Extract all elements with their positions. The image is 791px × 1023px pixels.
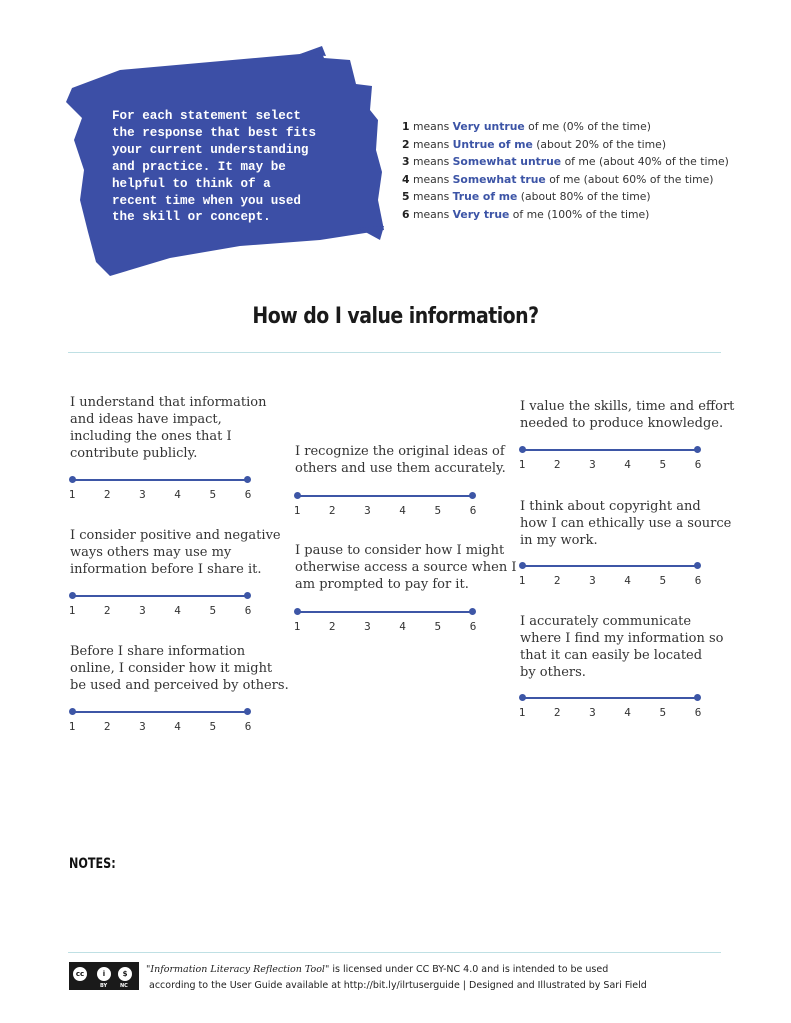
intro-line: and practice. It may be [112,159,286,174]
scale-number[interactable]: 6 [469,504,477,517]
rating-slider[interactable] [69,706,251,732]
scale-number[interactable]: 3 [364,620,371,633]
statement-line: am prompted to pay for it. [295,577,469,592]
statement-line: that it can easily be located [520,648,703,663]
title-divider [68,352,721,353]
scale-key-label: Untrue of me [452,137,533,151]
scale-number[interactable]: 3 [364,504,371,517]
scale-key-number: 2 [402,137,410,151]
scale-number[interactable]: 2 [103,720,111,733]
scale-number[interactable]: 3 [589,706,596,719]
scale-number[interactable]: 2 [328,504,336,517]
license-line-1 [146,962,647,978]
slider-endpoint[interactable] [69,708,76,715]
slider-endpoint[interactable] [694,446,701,453]
scale-number[interactable]: 2 [553,574,561,587]
statement-text [70,643,289,694]
statement-line: I value the skills, time and effort [520,399,735,414]
scale-number[interactable]: 5 [434,504,442,517]
scale-number[interactable]: 5 [209,488,217,501]
badge-label-nc: NC [120,983,128,989]
rating-slider[interactable] [294,606,476,632]
slider-endpoint[interactable] [244,476,251,483]
scale-number[interactable]: 3 [589,574,596,587]
scale-number[interactable]: 1 [518,574,526,587]
statement-line: in my work. [520,533,598,548]
scale-number[interactable]: 2 [553,706,561,719]
slider-track[interactable] [522,565,698,567]
statement-line: Before I share information [70,644,246,659]
scale-number[interactable]: 4 [399,620,406,633]
scale-number[interactable]: 2 [103,488,111,501]
scale-key-row [402,171,729,189]
scale-key-row [402,118,729,136]
intro-line: helpful to think of a [112,176,271,191]
statement-line: I think about copyright and [520,499,701,514]
scale-key-detail: of me (about 60% of the time) [545,172,714,186]
statement-line: and ideas have impact, [70,412,222,427]
scale-number[interactable]: 1 [68,720,76,733]
scale-key-label: True of me [452,190,518,203]
statement-text [520,613,723,681]
scale-key-number: 1 [402,120,410,133]
by-person-icon: i [96,966,112,982]
scale-number[interactable]: 1 [68,604,76,617]
slider-track[interactable] [72,711,248,713]
statement-line: where I find my information so [520,631,724,646]
scale-number[interactable]: 3 [139,720,146,733]
scale-number[interactable]: 4 [624,706,631,719]
statement-line: needed to produce knowledge. [520,416,724,431]
scale-number[interactable]: 1 [518,706,526,719]
slider-endpoint[interactable] [519,562,526,569]
slider-track[interactable] [297,611,473,613]
rating-slider[interactable] [519,560,701,586]
slider-endpoint[interactable] [519,694,526,701]
scale-number[interactable]: 5 [209,604,217,617]
slider-track[interactable] [522,697,698,699]
statement-line: otherwise access a source when I [295,560,517,575]
scale-number[interactable]: 2 [553,458,561,471]
scale-number[interactable]: 4 [174,720,181,733]
rating-slider[interactable] [294,490,476,516]
statement-line: I accurately communicate [520,614,692,629]
rating-slider[interactable] [69,590,251,616]
statement-text [520,398,734,432]
slider-endpoint[interactable] [69,592,76,599]
scale-number[interactable]: 6 [244,604,252,617]
scale-number[interactable]: 1 [68,488,76,501]
license-statement: is licensed under CC BY-NC 4.0 and is intended to be used [329,964,609,975]
scale-key-label: Somewhat untrue [452,155,562,168]
statement-line: online, I consider how it might [70,661,273,676]
instructions-text [112,108,348,226]
scale-number[interactable]: 4 [624,458,631,471]
slider-endpoint[interactable] [469,492,476,499]
statement-line: including the ones that I [70,429,232,444]
cc-icon: cc [72,966,88,982]
scale-key-row [402,188,729,206]
statement-line: I understand that information [70,395,267,410]
slider-endpoint[interactable] [519,446,526,453]
rating-slider[interactable] [69,474,251,500]
slider-endpoint[interactable] [69,476,76,483]
scale-key-detail: (about 20% of the time) [532,137,667,151]
intro-line: recent time when you used [112,193,301,208]
rating-slider[interactable] [519,444,701,470]
statement-text [295,542,517,593]
license-text [146,962,647,994]
scale-key-number: 6 [402,207,410,221]
scale-number[interactable]: 6 [694,458,702,471]
statement-line: I recognize the original ideas of [295,444,505,459]
statement-text [70,394,266,462]
statement-line: ways others may use my [70,545,232,560]
scale-key-label: Somewhat true [452,172,546,186]
scale-number[interactable]: 5 [659,458,667,471]
scale-number[interactable]: 3 [139,488,146,501]
scale-key-detail: of me (about 40% of the time) [561,155,729,168]
statement-line: information before I share it. [70,562,262,577]
slider-endpoint[interactable] [469,608,476,615]
scale-key-number: 4 [402,172,410,186]
scale-number[interactable]: 4 [174,488,181,501]
intro-line: the response that best fits [112,125,317,140]
scale-key-means: means [409,172,453,186]
slider-endpoint[interactable] [694,694,701,701]
notes-label: NOTES: [69,856,116,872]
scale-number[interactable]: 6 [694,706,702,719]
scale-number[interactable]: 1 [293,504,301,517]
slider-track[interactable] [522,449,698,451]
scale-key-means: means [409,137,453,151]
statement-text [520,498,731,549]
scale-key-detail: of me (0% of the time) [524,120,651,133]
scale-number[interactable]: 5 [659,706,667,719]
statement-line: I consider positive and negative [70,528,281,543]
cc-by-nc-badge [69,962,139,990]
scale-number[interactable]: 6 [244,720,252,733]
statement-line: how I can ethically use a source [520,516,732,531]
scale-key-number: 5 [402,190,410,203]
scale-number[interactable]: 5 [659,574,667,587]
nc-dollar-icon: $ [117,966,133,982]
scale-number[interactable]: 3 [139,604,146,617]
badge-label-by: BY [100,983,108,989]
intro-line: your current understanding [112,142,309,157]
slider-endpoint[interactable] [244,708,251,715]
scale-number[interactable]: 4 [399,504,406,517]
scale-number[interactable]: 5 [434,620,442,633]
rating-slider[interactable] [519,692,701,718]
scale-key-row [402,136,729,154]
statement-line: I pause to consider how I might [295,543,505,558]
license-line-2: according to the User Guide available at http://bit.ly/ilrtuserguide | Designed and Illustrated by Sari Field [149,980,647,991]
tool-name: "Information Literacy Reflection Tool" [146,964,330,975]
scale-key-detail: (about 80% of the time) [517,190,651,203]
statement-line: others and use them accurately. [295,461,506,476]
scale-key-detail: of me (100% of the time) [509,207,650,221]
intro-line: the skill or concept. [112,210,271,225]
statement-text [295,443,506,477]
slider-endpoint[interactable] [244,592,251,599]
statement-text [70,527,281,578]
slider-track[interactable] [72,479,248,481]
scale-key-means: means [409,155,453,168]
statement-line: by others. [520,665,586,680]
page-title: How do I value information? [252,304,539,329]
scale-number[interactable]: 1 [518,458,526,471]
slider-endpoint[interactable] [294,492,301,499]
rating-scale-key [402,118,729,223]
scale-key-row [402,206,729,224]
scale-key-means: means [409,120,453,133]
scale-key-label: Very untrue [452,120,525,133]
scale-number[interactable]: 6 [469,620,477,633]
scale-number[interactable]: 5 [209,720,217,733]
scale-number[interactable]: 1 [293,620,301,633]
scale-number[interactable]: 6 [694,574,702,587]
scale-number[interactable]: 4 [624,574,631,587]
scale-number[interactable]: 6 [244,488,252,501]
slider-track[interactable] [72,595,248,597]
intro-line: For each statement select [112,109,301,123]
scale-key-row [402,153,729,171]
slider-endpoint[interactable] [294,608,301,615]
scale-key-number: 3 [402,155,410,168]
scale-number[interactable]: 4 [174,604,181,617]
scale-number[interactable]: 3 [589,458,596,471]
scale-key-label: Very true [452,207,510,221]
slider-endpoint[interactable] [694,562,701,569]
scale-key-means: means [409,207,453,221]
scale-number[interactable]: 2 [328,620,336,633]
statement-line: be used and perceived by others. [70,678,289,693]
scale-key-means: means [409,190,453,203]
footer-divider [68,952,721,953]
slider-track[interactable] [297,495,473,497]
statement-line: contribute publicly. [70,446,198,461]
scale-number[interactable]: 2 [103,604,111,617]
